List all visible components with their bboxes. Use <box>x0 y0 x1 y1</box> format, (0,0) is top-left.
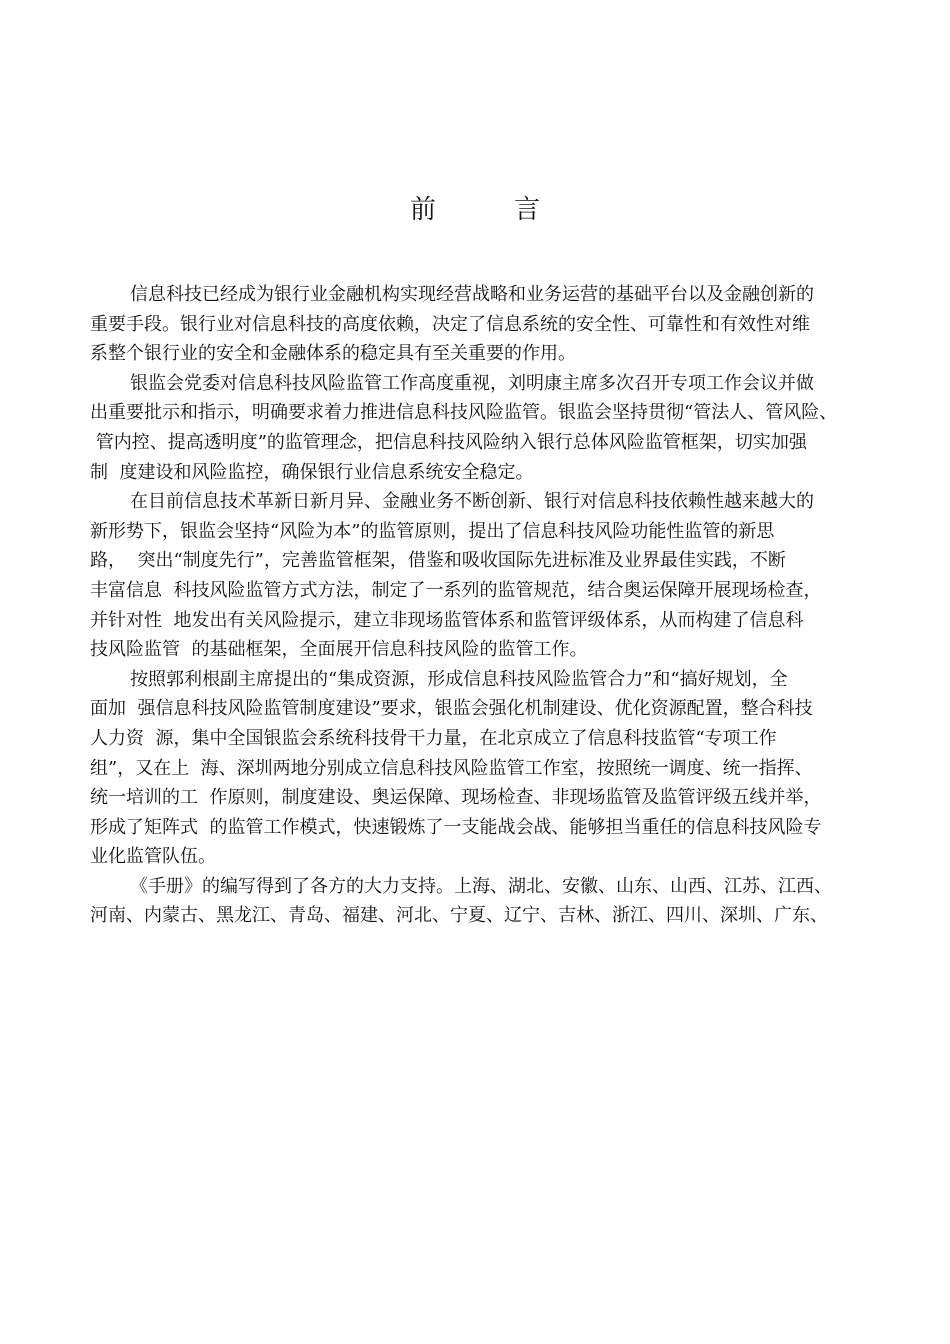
page-title: 前 言 <box>409 195 566 225</box>
text-line: 丰富信息 科技风险监管方式方法，制定了一系列的监管规范，结合奥运保障开展现场检查， <box>90 579 822 601</box>
text-line: 《手册》的编写得到了各方的大力支持。上海、湖北、安徽、山东、山西、江苏、江西、 <box>130 875 832 897</box>
body-text <box>90 280 875 931</box>
text-line: 重要手段。银行业对信息科技的高度依赖，决定了信息系统的安全性、可靠性和有效性对维 <box>90 313 810 335</box>
text-line: 并针对性 地发出有关风险提示，建立非现场监管体系和监管评级体系，从而构建了信息科 <box>90 609 804 631</box>
text-line: 人力资 源，集中全国银监会系统科技骨干力量，在北京成立了信息科技监管“专项工作 <box>90 727 777 749</box>
text-line: 在目前信息技术革新日新月异、金融业务不断创新、银行对信息科技依赖性越来越大的 <box>130 491 814 513</box>
text-line: 业化监管队伍。 <box>90 846 216 868</box>
text-line: 形成了矩阵式 的监管工作模式，快速锻炼了一支能战会战、能够担当重任的信息科技风险专 <box>90 816 822 838</box>
text-line: 统一培训的工 作原则，制度建设、奥运保障、现场检查、非现场监管及监管评级五线并举， <box>90 787 822 809</box>
paragraph-1 <box>90 280 875 369</box>
text-line: 管内控、提高透明度”的监管理念，把信息科技风险纳入银行总体风险监管框架，切实加强 <box>90 431 807 453</box>
text-line: 路， 突出“制度先行”，完善监管框架，借鉴和吸收国际先进标准及业界最佳实践，不断 <box>90 550 786 572</box>
paragraph-3 <box>90 487 875 665</box>
text-line: 银监会党委对信息科技风险监管工作高度重视，刘明康主席多次召开专项工作会议并做 <box>130 372 814 394</box>
text-line: 面加 强信息科技风险监管制度建设”要求，银监会强化机制建设、优化资源配置，整合科技 <box>90 698 813 720</box>
text-line: 系整个银行业的安全和金融体系的稳定具有至关重要的作用。 <box>90 343 576 365</box>
text-line: 组”，又在上 海、深圳两地分别成立信息科技风险监管工作室，按照统一调度、统一指挥、 <box>90 757 813 779</box>
text-line: 按照郭利根副主席提出的“集成资源，形成信息科技风险监管合力”和“搞好规划，全 <box>130 668 788 690</box>
paragraph-5 <box>90 872 875 931</box>
paragraph-2 <box>90 369 875 487</box>
text-line: 新形势下，银监会坚持“风险为本”的监管原则，提出了信息科技风险功能性监管的新思 <box>90 520 775 542</box>
text-line: 制 度建设和风险监控，确保银行业信息系统安全稳定。 <box>90 461 534 483</box>
text-line: 技风险监管 的基础框架，全面展开信息科技风险的监管工作。 <box>90 639 588 661</box>
text-line: 河南、内蒙古、黑龙江、青岛、福建、河北、宁夏、辽宁、吉林、浙江、四川、深圳、广东、 <box>90 905 828 927</box>
paragraph-4 <box>90 665 875 872</box>
text-line: 信息科技已经成为银行业金融机构实现经营战略和业务运营的基础平台以及金融创新的 <box>130 284 814 305</box>
text-line: 出重要批示和指示，明确要求着力推进信息科技风险监管。银监会坚持贯彻“管法人、管风险、 <box>90 402 838 424</box>
